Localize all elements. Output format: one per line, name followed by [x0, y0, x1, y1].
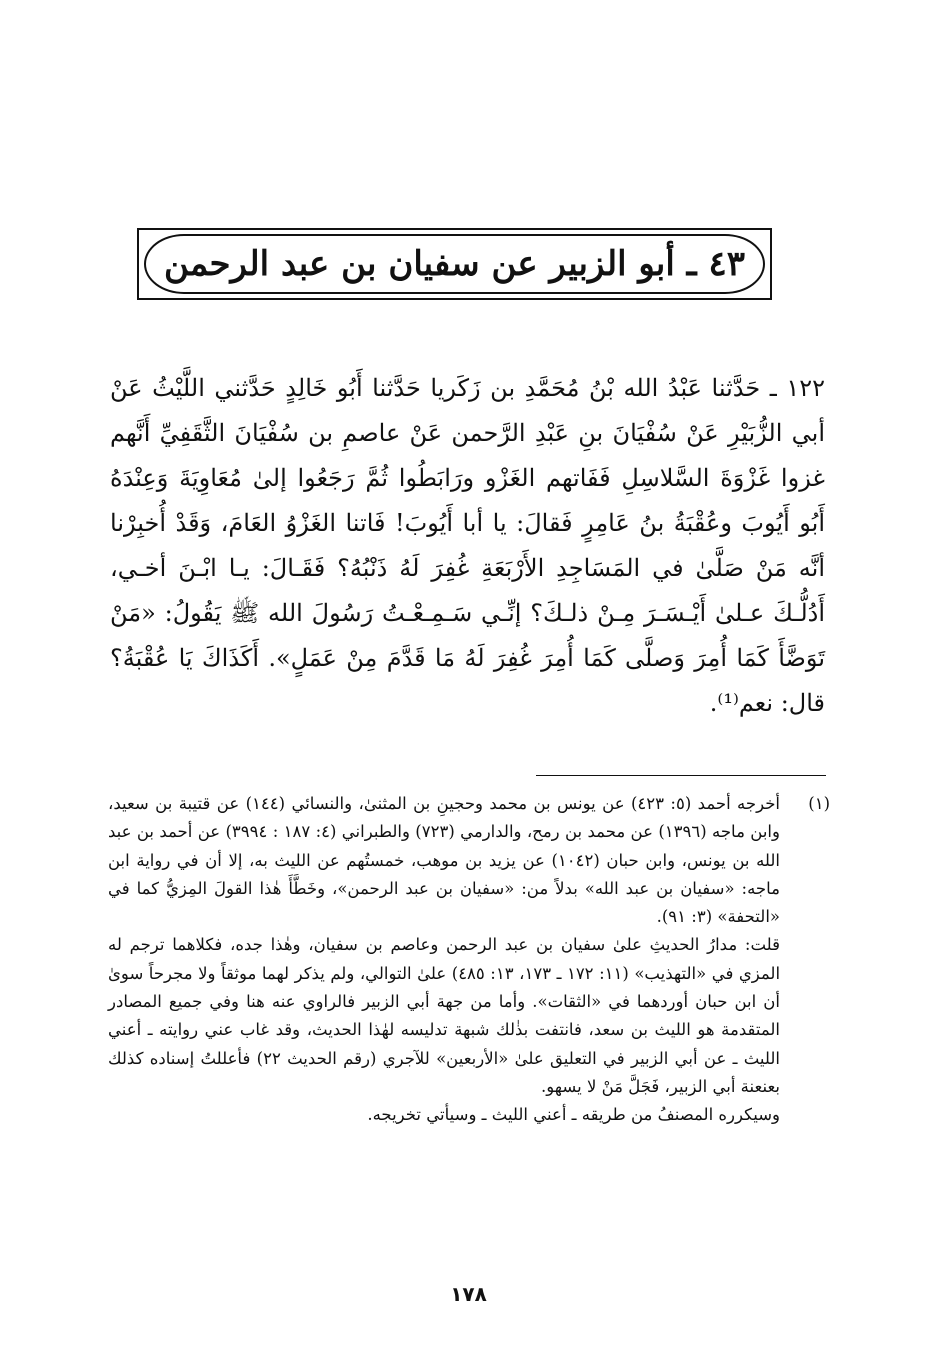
footnote-separator: [536, 775, 826, 776]
chapter-title: ٤٣ ـ أبو الزبير عن سفيان بن عبد الرحمن: [163, 244, 745, 284]
footnote-1: [108, 790, 830, 1130]
footnotes-section: [108, 790, 830, 1130]
footnote-text: [108, 790, 780, 1130]
page-number: ١٧٨: [450, 1282, 487, 1306]
hadith-paragraph: ١٢٢ ـ حَدَّثنا عَبْدُ الله بْنُ مُحَمَّدِ بن زَكَريا حَدَّثنا أَبُو خَالِدٍ حَدَّثني اللَّيْثُ عَنْ أبي الزُّبَيْرِ عَنْ سُفْيَانَ بنِ عَبْدِ الرَّحمن عَنْ عاصمِ بن سُفْيَانَ الثَّقَفِيِّ أَنَّهم غزوا غَزْوَةَ السَّلاسِلِ فَفَاتهم الغَزْو ورَابَطُوا ثُمَّ رَجَعُوا إلىٰ مُعَاوِيَةَ وَعِنْدَهُ أَبُو أَيُوبَ وعُقْبَةُ بنُ عَامِرٍ فَقالَ: يا أبا أَيُوبَ! فَاتنا الغَزْوُ العَامَ، وَقَدْ أُخبِرْنا أنَّه مَنْ صَلَّىٰ في المَسَاجِدِ الأَرْبَعَةِ غُفِرَ لَهُ ذَنْبُهُ؟ فَقَـالَ: يـا ابْـنَ أخـي، أَدُلُّـكَ عـلىٰ أَيْـسَـرَ مِـنْ ذلـكَ؟ إنِّـي سَـمِـعْـتُ رَسُولَ الله ﷺ يَقُولُ: «مَنْ تَوَضَّأَ كَمَا أُمِرَ وَصلَّى كَمَا أُمِرَ غُفِرَ لَهُ مَا قَدَّمَ مِنْ عَمَلٍ». أَكَذَاكَ يَا عُقْبَةُ؟ قال: نعم⁽¹⁾.: [110, 374, 825, 717]
footnote-paragraph: قلت: مدارُ الحديثِ علىٰ سفيان بن عبد الرحمن وعاصم بن سفيان، وهٰذا جده، فكلاهما ترجم له المزي في «التهذيب» (١١: ١٧٢ ـ ١٧٣، ١٣: ٤٨٥) علىٰ التوالي، ولم يذكر لهما موثقاً ولا مجرحاً سوىٰ أن ابن حبان أوردهما في «الثقات». وأما من جهة أبي الزبير فالراوي عنه هنا وفي جميع المصادر المتقدمة هو الليث بن سعد، فانتفت بذٰلك شبهة تدليسه لهٰذا الحديث، وقد غاب عني روايته ـ أعني الليث ـ عن أبي الزبير في التعليق علىٰ «الأربعين» للآجري (رقم الحديث ٢٢) فأعللتُ إسناده كذلك بعنعنة أبي الزبير، فَجَلَّ مَنْ لا يسهو.: [108, 935, 781, 1096]
footnote-paragraph: وسيكرره المصنفُ من طريقه ـ أعني الليث ـ وسيأتي تخريجه.: [367, 1105, 780, 1125]
footnote-paragraph: أخرجه أحمد (٥: ٤٢٣) عن يونس بن محمد وحجينِ بن المثنىٰ، والنسائي (١٤٤) عن قتيبة بن سعيد، وابن ماجه (١٣٩٦) عن محمد بن رمح، والدارمي (٧٢٣) والطبراني (٤: ١٨٧ : ٣٩٩٤) عن أحمد بن عبد الله بن يونس، وابن حبان (١٠٤٢) عن يزيد بن موهب، خمستُهم عن الليث به، إلا أن في رواية ابن ماجه: «سفيان بن عبد الله» بدلاً من: «سفيان بن عبد الرحمن»، وخَطَّأَ هٰذا القولَ المِزيُّ كما في «التحفة» (٣: ٩١).: [108, 794, 780, 927]
hadith-text-block: [110, 366, 825, 726]
chapter-title-frame: [137, 228, 772, 300]
footnote-marker: (١): [808, 794, 830, 813]
